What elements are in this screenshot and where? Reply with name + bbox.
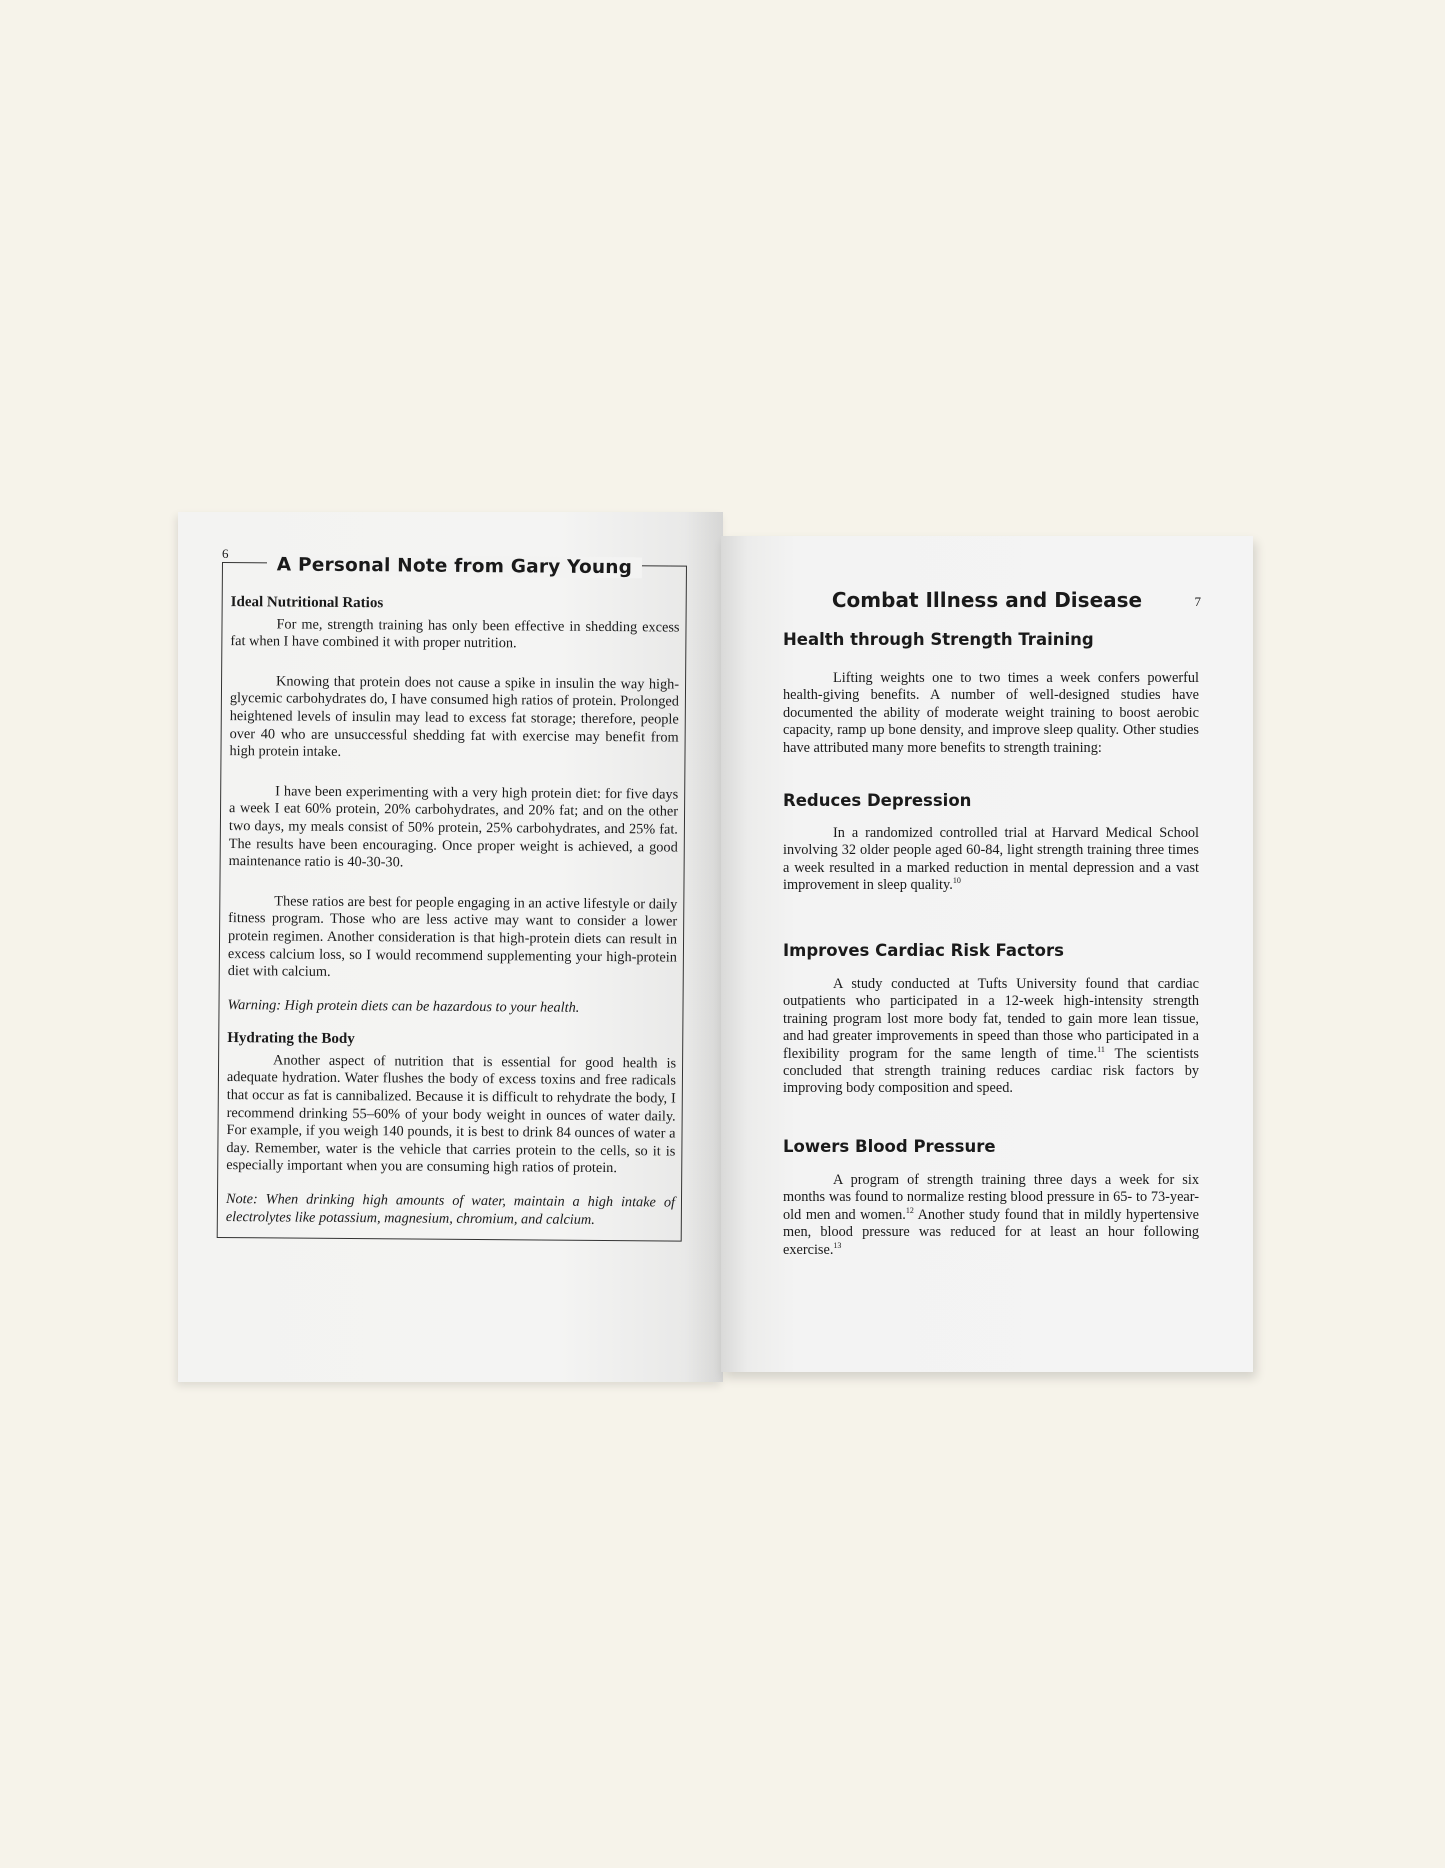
left-page (178, 512, 723, 1382)
footnote-ref: 10 (952, 876, 961, 886)
section-heading: Lowers Blood Pressure (783, 1137, 996, 1156)
right-page (721, 536, 1253, 1372)
footnote-ref: 12 (905, 1205, 914, 1215)
paragraph: Knowing that protein does not cause a spike in insulin the way high-glycemic carbohydrates do, I have consumed high ratios of protein. Prolonged heightened levels of insulin may lead to excess fat storage; therefore, people over 40 who are unsuccessful shedding fat with exercise may benefit from high protein intake. (229, 673, 680, 761)
hydrating-heading: Hydrating the Body (227, 1030, 355, 1048)
footnote-ref: 13 (833, 1240, 842, 1250)
section-body: In a randomized controlled trial at Harvard Medical School involving 32 older people aged 60-84, light strength training three times a week resulted in a marked reduction in mental depression and a vast improvement in sleep quality.$^{10}$ (783, 825, 1199, 894)
section-body: Lifting weights one to two times a week confers powerful health-giving benefits. A number of well-designed studies have documented the ability of moderate weight training to boost aerobic capacity, ramp up bone density, and improve sleep quality. Other studies have attributed many more benefits to strength training: (783, 670, 1199, 756)
page-number-left: 6 (222, 546, 229, 561)
box-title: A Personal Note from Gary Young (223, 554, 686, 579)
note-text: Note: When drinking high amounts of water, maintain a high intake of electrolytes like potassium, magnesium, chromium, and calcium. (225, 1191, 676, 1228)
page-number-right: 7 (1194, 594, 1201, 609)
ideal-ratios-heading: Ideal Nutritional Ratios (230, 594, 384, 612)
paragraph: Another aspect of nutrition that is essential for good health is adequate hydration. Water flushes the body of excess toxins and free radicals that occur as fat is cannibalized. Because it is difficult to rehydrate the body, I recommend drinking 55–60% of your body weight in ounces of water daily. For example, if you weigh 140 pounds, it is best to drink 84 ounces of water a day. Remember, water is the vehicle that carries protein to the cells, so it is especially important when you are consuming high ratios of protein. (226, 1052, 677, 1177)
personal-note-box (217, 554, 687, 1242)
paragraph: These ratios are best for people engaging in an active lifestyle or daily fitness program. Those who are less active may want to consider a lower protein regimen. Another consideration is that high-protein diets can result in excess calcium loss, so I would recommend supplementing your high-protein diet with calcium. (227, 893, 678, 980)
section-heading: Reduces Depression (783, 791, 972, 810)
warning-text: Warning: High protein diets can be hazardous to your health. (227, 996, 580, 1016)
paragraph: For me, strength training has only been effective in shedding excess fat when I have combined it with proper nutrition. (230, 616, 680, 652)
footnote-ref: 11 (1097, 1044, 1105, 1054)
section-heading: Improves Cardiac Risk Factors (783, 941, 1064, 960)
paragraph: I have been experimenting with a very high protein diet: for five days a week I eat 60% protein, 20% carbohydrates, and 20% fat; and on the other two days, my meals consist of 50% protein, 25% carbohydrates, and 25% fat. The results have been encouraging. Once proper weight is achieved, a good maintenance ratio is 40-30-30. (228, 783, 679, 871)
open-booklet (178, 508, 1278, 1388)
chapter-title: Combat Illness and Disease (831, 588, 1143, 612)
section-heading: Health through Strength Training (783, 630, 1094, 649)
section-body: A program of strength training three days a week for six months was found to normalize resting blood pressure in 65- to 73-year-old men and women.$^{12}$ Another study found that in mildly hypertensive men, blood pressure was reduced for at least an hour following exercise.$^{13}$ (783, 1172, 1199, 1258)
section-body: A study conducted at Tufts University found that cardiac outpatients who participated in a 12-week high-intensity strength training program lost more body fat, tended to gain more lean tissue, and had greater improvements in speed than those who participated in a flexibility program for the same length of time.$^{11}$ The scientists concluded that strength training reduces cardiac risk factors by improving body composition and speed. (783, 976, 1199, 1097)
note-content (226, 594, 680, 1230)
